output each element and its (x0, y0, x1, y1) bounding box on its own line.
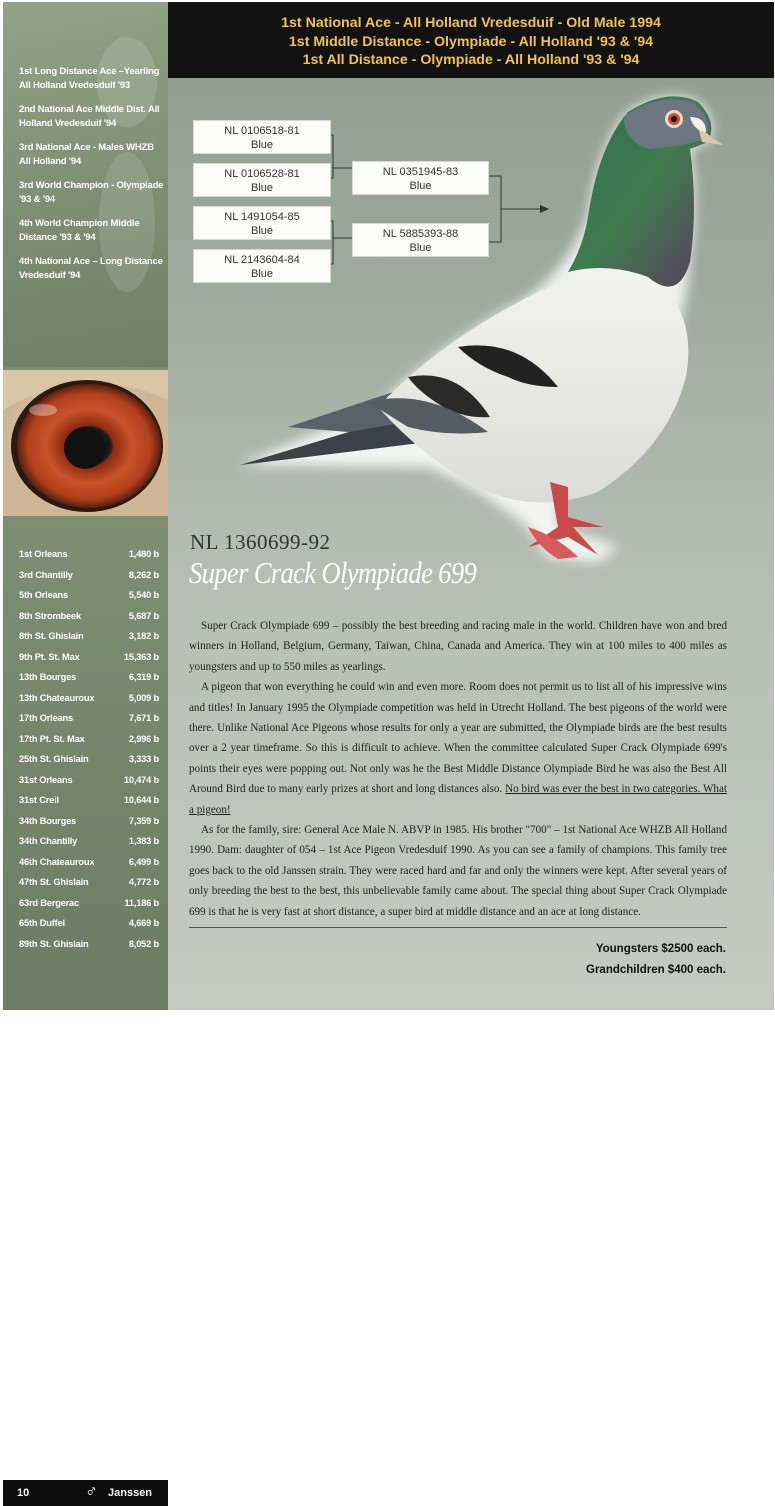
result-row (19, 713, 159, 734)
result-race: 34th Bourges (19, 815, 77, 826)
result-birds: 5,009 b (128, 692, 159, 703)
paragraph-2 (189, 677, 727, 820)
result-birds: 1,383 b (128, 836, 159, 846)
honors-list (19, 65, 167, 293)
ring-number: NL 5885393-88 (382, 228, 459, 240)
page-footer (3, 1480, 168, 1506)
result-birds: 7,359 b (128, 815, 159, 826)
result-birds: 1,480 b (128, 549, 159, 559)
result-birds: 8,052 b (128, 938, 159, 949)
result-race: 9th Pt. St. Max (19, 651, 80, 662)
result-birds: 11,186 b (124, 897, 159, 908)
result-race: 25th St. Ghislain (19, 754, 89, 764)
result-birds: 15,363 b (123, 651, 159, 662)
honor-item: 4th World Champion Middle Distance '93 & '94 (19, 218, 140, 243)
main-panel (168, 2, 774, 1010)
honor-item: 3rd World Champion - Olympiade '93 & '94 (19, 180, 164, 205)
honor-item: 1st Long Distance Ace –Yearling All Holland Vredesduif '93 (19, 66, 160, 91)
price-youngsters: Youngsters $2500 each. (595, 943, 726, 955)
result-row (19, 570, 159, 591)
sidebar (3, 2, 168, 1501)
divider-line (189, 927, 727, 928)
page-number: 10 (17, 1487, 30, 1499)
result-race: 34th Chantilly (19, 836, 78, 846)
result-race: 65th Duffel (19, 918, 65, 928)
color-label: Blue (409, 242, 432, 254)
result-birds: 8,262 b (128, 569, 159, 580)
result-row (19, 795, 159, 816)
result-race: 1st Orleans (19, 549, 68, 559)
result-birds: 2,996 b (128, 733, 159, 744)
honor-item: 3rd National Ace - Males WHZB All Holland '94 (19, 142, 154, 167)
result-row (19, 549, 159, 570)
results-panel (3, 518, 168, 1501)
result-race: 46th Chateauroux (19, 856, 95, 867)
result-row (19, 672, 159, 693)
paragraph-3: As for the family, sire: General Ace Male N. ABVP in 1985. His brother "700" – 1st National Ace WHZB All Holland 1990. Dam: daughter of 054 – 1st Ace Pigeon Vredesduif 1990. As you can see a family of champions. This family tree goes back to the old Janssen strain. They were raced hard and far and only the winners were kept. After several years of only breeding the best to the best, this unbelievable family came about. The special thing about Super Crack Olympiade 699 is that he is very fast at short distance, a super bird at middle distance and an ace at long distance. (189, 824, 727, 918)
result-row (19, 939, 159, 960)
result-birds: 5,540 b (128, 590, 159, 600)
honor-item: 2nd National Ace Middle Dist. All Holland Vredesduif '94 (19, 104, 160, 129)
result-race: 47th St. Ghislain (19, 877, 89, 887)
result-row (19, 836, 159, 857)
description (189, 616, 727, 922)
banner-line-2: 1st Middle Distance - Olympiade - All Holland '93 & '94 (288, 33, 654, 50)
ring-number: NL 1491054-85 (224, 211, 300, 223)
result-birds: 6,319 b (128, 672, 159, 682)
result-birds: 10,644 b (123, 795, 159, 805)
price-grandchildren: Grandchildren $400 each. (586, 964, 726, 976)
result-row (19, 734, 159, 755)
result-race: 13th Chateauroux (19, 692, 95, 703)
result-birds: 5,687 b (128, 610, 159, 621)
pigeon-eye-photo (3, 370, 168, 516)
ring-number: NL 0106528-81 (224, 168, 300, 180)
result-row (19, 693, 159, 714)
paragraph-2-underlined: No bird was ever the best in two categories. What a pigeon! (189, 783, 727, 816)
result-row (19, 611, 159, 632)
result-birds: 10,474 b (123, 774, 159, 785)
result-race: 3rd Chantilly (19, 569, 73, 580)
honor-item: 4th National Ace – Long Distance Vredesduif '94 (19, 256, 163, 281)
result-race: 17th Pt. St. Max (19, 733, 85, 744)
banner-line-3: 1st All Distance - Olympiade - All Holland '93 & '94 (302, 52, 640, 68)
male-symbol-icon: ♂ (85, 1482, 98, 1501)
banner-line-1: 1st National Ace - All Holland Vredesduif - Old Male 1994 (281, 15, 661, 31)
result-race: 8th Strombeek (19, 610, 81, 621)
result-row (19, 631, 159, 652)
pigeon-photo (228, 87, 728, 587)
prices (586, 939, 726, 981)
result-race: 31st Creil (19, 795, 59, 805)
color-label: Blue (250, 268, 274, 280)
result-race: 31st Orleans (19, 774, 73, 785)
bird-name: Super Crack Olympiade 699 (189, 555, 477, 590)
result-row (19, 775, 159, 796)
color-label: Blue (250, 182, 274, 194)
result-race: 5th Orleans (19, 590, 68, 600)
result-race: 8th St. Ghislain (19, 631, 84, 641)
result-race: 89th St. Ghislain (19, 938, 89, 949)
result-row (19, 754, 159, 775)
result-row (19, 857, 159, 878)
result-row (19, 877, 159, 898)
result-birds: 6,499 b (128, 856, 159, 867)
result-birds: 3,333 b (128, 754, 159, 764)
result-row (19, 652, 159, 673)
result-birds: 3,182 b (128, 631, 159, 641)
color-label: Blue (409, 180, 432, 192)
bird-ring-number: NL 1360699-92 (190, 530, 331, 554)
result-birds: 4,669 b (128, 918, 159, 928)
color-label: Blue (250, 139, 274, 151)
ring-number: NL 2143604-84 (224, 254, 300, 266)
paragraph-2-text: A pigeon that won everything he could win and even more. Room does not permit us to list all of his impressive wins and titles! In January 1995 the Olympiade competition was held in Utrecht Holland. The best pigeons of the world were there. Unlike National Ace Pigeons whose results for only a year are submitted, the Olympiade birds are the best results over a 2 year timeframe. So this is difficult to achieve. When the committee calculated Super Crack Olympiade 699's points their eyes were popping out. Not only was he the Best Middle Distance Olympiade Bird he was also the Best All Around Bird due to many early prizes at short and long distances also. (189, 681, 727, 796)
result-row (19, 816, 159, 837)
paragraph-1: Super Crack Olympiade 699 – possibly the best breeding and racing male in the world. Children have won and bred winners in Holland, Belgium, Germany, Taiwan, China, Canada and America. They win at 100 miles to 400 miles as youngsters and up to 550 miles as yearlings. (189, 620, 727, 673)
results-list (19, 549, 159, 959)
result-race: 17th Orleans (19, 713, 73, 723)
result-race: 63rd Bergerac (19, 897, 79, 908)
ring-number: NL 0351945-83 (382, 166, 459, 178)
color-label: Blue (250, 225, 274, 237)
result-birds: 4,772 b (128, 877, 159, 887)
result-birds: 7,671 b (128, 713, 159, 723)
result-race: 13th Bourges (19, 672, 77, 682)
honors-panel (3, 2, 168, 367)
result-row (19, 918, 159, 939)
ring-number: NL 0106518-81 (224, 125, 300, 137)
result-row (19, 590, 159, 611)
result-row (19, 898, 159, 919)
strain-name: Janssen (108, 1487, 153, 1499)
